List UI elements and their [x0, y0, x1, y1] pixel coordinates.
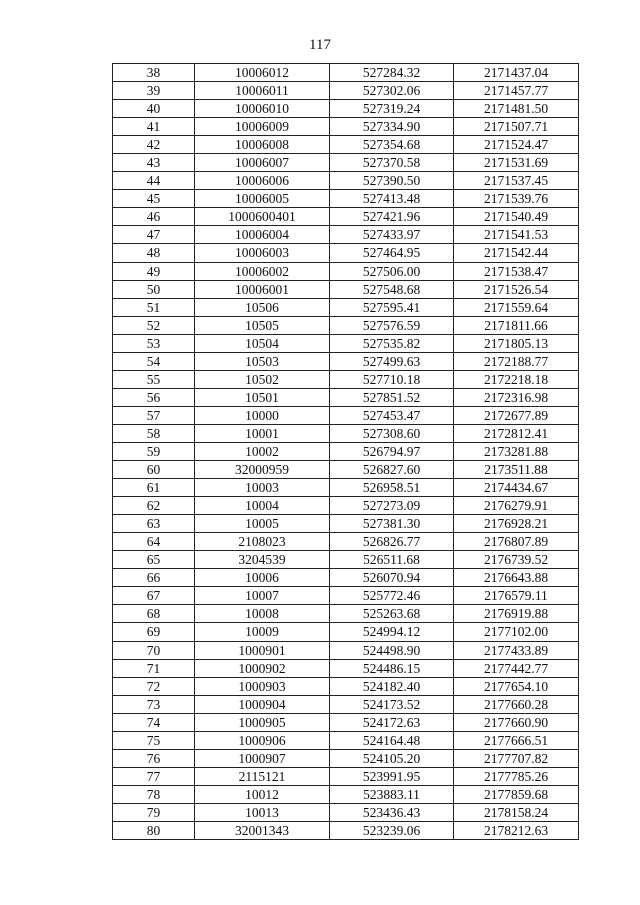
- point-id-cell: 10008: [195, 605, 330, 623]
- row-number-cell: 56: [113, 388, 195, 406]
- x-coordinate-cell: 524172.63: [330, 713, 454, 731]
- row-number-cell: 61: [113, 479, 195, 497]
- row-number-cell: 54: [113, 352, 195, 370]
- y-coordinate-cell: 2177654.10: [454, 677, 579, 695]
- x-coordinate-cell: 525263.68: [330, 605, 454, 623]
- y-coordinate-cell: 2171805.13: [454, 334, 579, 352]
- row-number-cell: 44: [113, 172, 195, 190]
- table-row: [113, 803, 579, 821]
- table-row: [113, 388, 579, 406]
- row-number-cell: 46: [113, 208, 195, 226]
- row-number-cell: 53: [113, 334, 195, 352]
- table-row: [113, 100, 579, 118]
- point-id-cell: 10007: [195, 587, 330, 605]
- row-number-cell: 79: [113, 803, 195, 821]
- x-coordinate-cell: 524173.52: [330, 695, 454, 713]
- table-row: [113, 172, 579, 190]
- point-id-cell: 10001: [195, 424, 330, 442]
- y-coordinate-cell: 2174434.67: [454, 479, 579, 497]
- x-coordinate-cell: 527334.90: [330, 118, 454, 136]
- x-coordinate-cell: 527381.30: [330, 515, 454, 533]
- table-row: [113, 82, 579, 100]
- y-coordinate-cell: 2171507.71: [454, 118, 579, 136]
- table-row: [113, 244, 579, 262]
- x-coordinate-cell: 527273.09: [330, 497, 454, 515]
- y-coordinate-cell: 2177102.00: [454, 623, 579, 641]
- row-number-cell: 67: [113, 587, 195, 605]
- y-coordinate-cell: 2172316.98: [454, 388, 579, 406]
- table-row: [113, 226, 579, 244]
- y-coordinate-cell: 2176928.21: [454, 515, 579, 533]
- x-coordinate-cell: 527595.41: [330, 298, 454, 316]
- x-coordinate-cell: 527851.52: [330, 388, 454, 406]
- x-coordinate-cell: 527453.47: [330, 406, 454, 424]
- row-number-cell: 43: [113, 154, 195, 172]
- row-number-cell: 62: [113, 497, 195, 515]
- row-number-cell: 48: [113, 244, 195, 262]
- table-row: [113, 677, 579, 695]
- x-coordinate-cell: 523436.43: [330, 803, 454, 821]
- point-id-cell: 10006011: [195, 82, 330, 100]
- x-coordinate-cell: 527413.48: [330, 190, 454, 208]
- x-coordinate-cell: 527506.00: [330, 262, 454, 280]
- y-coordinate-cell: 2171538.47: [454, 262, 579, 280]
- point-id-cell: 10006009: [195, 118, 330, 136]
- point-id-cell: 10006006: [195, 172, 330, 190]
- row-number-cell: 47: [113, 226, 195, 244]
- x-coordinate-cell: 524498.90: [330, 641, 454, 659]
- x-coordinate-cell: 527308.60: [330, 424, 454, 442]
- x-coordinate-cell: 523991.95: [330, 767, 454, 785]
- point-id-cell: 10503: [195, 352, 330, 370]
- y-coordinate-cell: 2177785.26: [454, 767, 579, 785]
- y-coordinate-cell: 2172812.41: [454, 424, 579, 442]
- point-id-cell: 10006005: [195, 190, 330, 208]
- y-coordinate-cell: 2176279.91: [454, 497, 579, 515]
- row-number-cell: 58: [113, 424, 195, 442]
- table-row: [113, 64, 579, 82]
- table-row: [113, 587, 579, 605]
- table-row: [113, 461, 579, 479]
- y-coordinate-cell: 2171526.54: [454, 280, 579, 298]
- coordinates-table-body: [113, 64, 579, 840]
- table-row: [113, 370, 579, 388]
- point-id-cell: 10013: [195, 803, 330, 821]
- point-id-cell: 10505: [195, 316, 330, 334]
- point-id-cell: 10000: [195, 406, 330, 424]
- point-id-cell: 2108023: [195, 533, 330, 551]
- table-row: [113, 533, 579, 551]
- y-coordinate-cell: 2173511.88: [454, 461, 579, 479]
- point-id-cell: 10006004: [195, 226, 330, 244]
- x-coordinate-cell: 527421.96: [330, 208, 454, 226]
- table-row: [113, 479, 579, 497]
- y-coordinate-cell: 2171457.77: [454, 82, 579, 100]
- point-id-cell: 1000903: [195, 677, 330, 695]
- y-coordinate-cell: 2171524.47: [454, 136, 579, 154]
- point-id-cell: 10006002: [195, 262, 330, 280]
- y-coordinate-cell: 2171559.64: [454, 298, 579, 316]
- row-number-cell: 57: [113, 406, 195, 424]
- table-row: [113, 749, 579, 767]
- table-row: [113, 569, 579, 587]
- row-number-cell: 78: [113, 785, 195, 803]
- x-coordinate-cell: 527464.95: [330, 244, 454, 262]
- row-number-cell: 60: [113, 461, 195, 479]
- y-coordinate-cell: 2171541.53: [454, 226, 579, 244]
- x-coordinate-cell: 527284.32: [330, 64, 454, 82]
- row-number-cell: 42: [113, 136, 195, 154]
- y-coordinate-cell: 2178212.63: [454, 821, 579, 839]
- point-id-cell: 10003: [195, 479, 330, 497]
- y-coordinate-cell: 2172188.77: [454, 352, 579, 370]
- table-row: [113, 154, 579, 172]
- y-coordinate-cell: 2177707.82: [454, 749, 579, 767]
- row-number-cell: 51: [113, 298, 195, 316]
- x-coordinate-cell: 527390.50: [330, 172, 454, 190]
- y-coordinate-cell: 2177660.90: [454, 713, 579, 731]
- y-coordinate-cell: 2176807.89: [454, 533, 579, 551]
- point-id-cell: 1000905: [195, 713, 330, 731]
- y-coordinate-cell: 2177859.68: [454, 785, 579, 803]
- table-row: [113, 659, 579, 677]
- y-coordinate-cell: 2171531.69: [454, 154, 579, 172]
- point-id-cell: 10006003: [195, 244, 330, 262]
- y-coordinate-cell: 2173281.88: [454, 442, 579, 460]
- point-id-cell: 32000959: [195, 461, 330, 479]
- table-row: [113, 515, 579, 533]
- point-id-cell: 1000906: [195, 731, 330, 749]
- y-coordinate-cell: 2177660.28: [454, 695, 579, 713]
- y-coordinate-cell: 2171437.04: [454, 64, 579, 82]
- table-row: [113, 208, 579, 226]
- row-number-cell: 77: [113, 767, 195, 785]
- table-row: [113, 190, 579, 208]
- x-coordinate-cell: 527354.68: [330, 136, 454, 154]
- table-row: [113, 280, 579, 298]
- point-id-cell: 10006: [195, 569, 330, 587]
- x-coordinate-cell: 523239.06: [330, 821, 454, 839]
- x-coordinate-cell: 527535.82: [330, 334, 454, 352]
- x-coordinate-cell: 524486.15: [330, 659, 454, 677]
- row-number-cell: 40: [113, 100, 195, 118]
- point-id-cell: 32001343: [195, 821, 330, 839]
- table-row: [113, 731, 579, 749]
- point-id-cell: 2115121: [195, 767, 330, 785]
- y-coordinate-cell: 2177442.77: [454, 659, 579, 677]
- row-number-cell: 66: [113, 569, 195, 587]
- table-row: [113, 695, 579, 713]
- table-row: [113, 406, 579, 424]
- point-id-cell: 10005: [195, 515, 330, 533]
- y-coordinate-cell: 2176579.11: [454, 587, 579, 605]
- point-id-cell: 10004: [195, 497, 330, 515]
- x-coordinate-cell: 527576.59: [330, 316, 454, 334]
- y-coordinate-cell: 2177666.51: [454, 731, 579, 749]
- y-coordinate-cell: 2171481.50: [454, 100, 579, 118]
- x-coordinate-cell: 527433.97: [330, 226, 454, 244]
- row-number-cell: 75: [113, 731, 195, 749]
- row-number-cell: 52: [113, 316, 195, 334]
- table-row: [113, 785, 579, 803]
- point-id-cell: 10006001: [195, 280, 330, 298]
- row-number-cell: 50: [113, 280, 195, 298]
- row-number-cell: 74: [113, 713, 195, 731]
- table-row: [113, 316, 579, 334]
- point-id-cell: 10504: [195, 334, 330, 352]
- x-coordinate-cell: 523883.11: [330, 785, 454, 803]
- row-number-cell: 80: [113, 821, 195, 839]
- point-id-cell: 1000902: [195, 659, 330, 677]
- point-id-cell: 10006012: [195, 64, 330, 82]
- table-row: [113, 136, 579, 154]
- point-id-cell: 10009: [195, 623, 330, 641]
- point-id-cell: 10501: [195, 388, 330, 406]
- row-number-cell: 72: [113, 677, 195, 695]
- point-id-cell: 10006007: [195, 154, 330, 172]
- page-number: 117: [309, 37, 331, 53]
- x-coordinate-cell: 527370.58: [330, 154, 454, 172]
- x-coordinate-cell: 524164.48: [330, 731, 454, 749]
- row-number-cell: 55: [113, 370, 195, 388]
- row-number-cell: 68: [113, 605, 195, 623]
- point-id-cell: 3204539: [195, 551, 330, 569]
- x-coordinate-cell: 527548.68: [330, 280, 454, 298]
- y-coordinate-cell: 2171539.76: [454, 190, 579, 208]
- table-row: [113, 352, 579, 370]
- table-row: [113, 262, 579, 280]
- y-coordinate-cell: 2176739.52: [454, 551, 579, 569]
- table-row: [113, 605, 579, 623]
- row-number-cell: 45: [113, 190, 195, 208]
- x-coordinate-cell: 524994.12: [330, 623, 454, 641]
- table-row: [113, 821, 579, 839]
- x-coordinate-cell: 524182.40: [330, 677, 454, 695]
- table-row: [113, 334, 579, 352]
- table-row: [113, 767, 579, 785]
- row-number-cell: 49: [113, 262, 195, 280]
- y-coordinate-cell: 2172218.18: [454, 370, 579, 388]
- row-number-cell: 69: [113, 623, 195, 641]
- x-coordinate-cell: 526794.97: [330, 442, 454, 460]
- row-number-cell: 63: [113, 515, 195, 533]
- y-coordinate-cell: 2171542.44: [454, 244, 579, 262]
- table-row: [113, 118, 579, 136]
- x-coordinate-cell: 525772.46: [330, 587, 454, 605]
- table-row: [113, 641, 579, 659]
- x-coordinate-cell: 526826.77: [330, 533, 454, 551]
- y-coordinate-cell: 2171811.66: [454, 316, 579, 334]
- point-id-cell: 10006008: [195, 136, 330, 154]
- row-number-cell: 71: [113, 659, 195, 677]
- x-coordinate-cell: 526958.51: [330, 479, 454, 497]
- table-row: [113, 497, 579, 515]
- y-coordinate-cell: 2176643.88: [454, 569, 579, 587]
- point-id-cell: 10012: [195, 785, 330, 803]
- point-id-cell: 10502: [195, 370, 330, 388]
- row-number-cell: 73: [113, 695, 195, 713]
- point-id-cell: 1000901: [195, 641, 330, 659]
- row-number-cell: 39: [113, 82, 195, 100]
- y-coordinate-cell: 2176919.88: [454, 605, 579, 623]
- row-number-cell: 38: [113, 64, 195, 82]
- row-number-cell: 64: [113, 533, 195, 551]
- point-id-cell: 10002: [195, 442, 330, 460]
- row-number-cell: 70: [113, 641, 195, 659]
- y-coordinate-cell: 2171537.45: [454, 172, 579, 190]
- table-row: [113, 442, 579, 460]
- table-row: [113, 623, 579, 641]
- point-id-cell: 1000907: [195, 749, 330, 767]
- point-id-cell: 1000600401: [195, 208, 330, 226]
- y-coordinate-cell: 2178158.24: [454, 803, 579, 821]
- row-number-cell: 41: [113, 118, 195, 136]
- x-coordinate-cell: 527710.18: [330, 370, 454, 388]
- row-number-cell: 65: [113, 551, 195, 569]
- table-row: [113, 298, 579, 316]
- x-coordinate-cell: 527499.63: [330, 352, 454, 370]
- table-row: [113, 424, 579, 442]
- point-id-cell: 1000904: [195, 695, 330, 713]
- x-coordinate-cell: 526511.68: [330, 551, 454, 569]
- point-id-cell: 10006010: [195, 100, 330, 118]
- table-row: [113, 551, 579, 569]
- x-coordinate-cell: 527302.06: [330, 82, 454, 100]
- y-coordinate-cell: 2171540.49: [454, 208, 579, 226]
- x-coordinate-cell: 524105.20: [330, 749, 454, 767]
- row-number-cell: 59: [113, 442, 195, 460]
- y-coordinate-cell: 2177433.89: [454, 641, 579, 659]
- point-id-cell: 10506: [195, 298, 330, 316]
- row-number-cell: 76: [113, 749, 195, 767]
- y-coordinate-cell: 2172677.89: [454, 406, 579, 424]
- x-coordinate-cell: 526827.60: [330, 461, 454, 479]
- x-coordinate-cell: 526070.94: [330, 569, 454, 587]
- coordinates-table: [112, 63, 579, 840]
- x-coordinate-cell: 527319.24: [330, 100, 454, 118]
- table-row: [113, 713, 579, 731]
